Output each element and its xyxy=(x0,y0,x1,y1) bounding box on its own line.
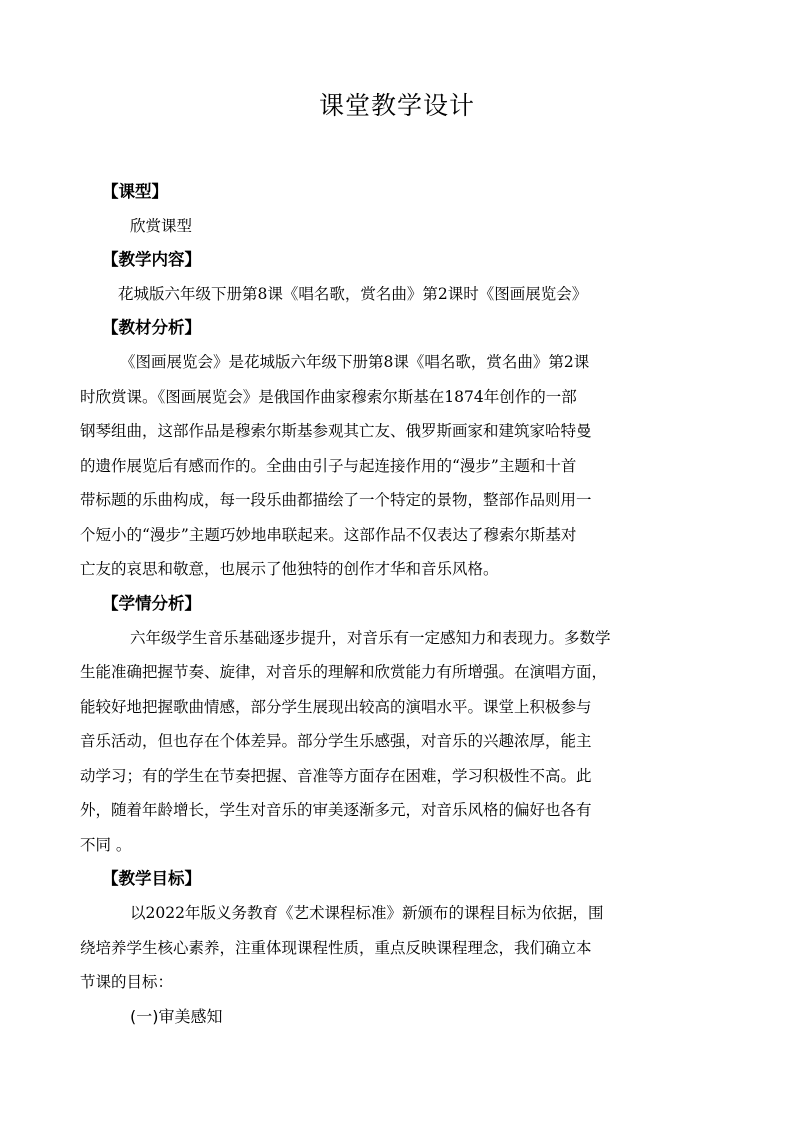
section-heading-lesson-type: 【课型】 xyxy=(102,182,168,201)
section-heading-textbook-analysis: 【教材分析】 xyxy=(102,318,201,337)
paragraph-line: 花城版六年级下册第8课《唱名歌，赏名曲》第2课时《图画展览会》 xyxy=(118,285,588,303)
paragraph-line: 六年级学生音乐基础逐步提升，对音乐有一定感知力和表现力。多数学 xyxy=(130,628,611,647)
paragraph-line: 带标题的乐曲构成，每一段乐曲都描绘了一个特定的景物，整部作品则用一 xyxy=(80,491,592,509)
section-heading-teaching-goals: 【教学目标】 xyxy=(102,869,201,888)
subsection-heading-aesthetic-perception: (一)审美感知 xyxy=(130,1006,223,1026)
paragraph-line: 《图画展览会》是花城版六年级下册第8课《唱名歌，赏名曲》第2课 xyxy=(120,353,590,371)
paragraph-line: 亡友的哀思和敬意，也展示了他独特的创作才华和音乐风格。 xyxy=(80,560,499,578)
paragraph-line: 个短小的“漫步”主题巧妙地串联起来。这部作品不仅表达了穆索尔斯基对 xyxy=(80,525,577,544)
paragraph-line: 欣赏课型 xyxy=(130,217,193,235)
paragraph-line: 外，随着年龄增长，学生对音乐的审美逐渐多元，对音乐风格的偏好也各有 xyxy=(80,801,592,819)
section-heading-teaching-content: 【教学内容】 xyxy=(102,250,201,269)
document-body xyxy=(80,175,714,1034)
page-title: 课堂教学设计 xyxy=(318,91,475,120)
paragraph-line: 绕培养学生核心素养，注重体现课程性质，重点反映课程理念，我们确立本 xyxy=(80,938,592,957)
paragraph-line: 钢琴组曲，这部作品是穆索尔斯基参观其亡友、俄罗斯画家和建筑家哈特曼 xyxy=(80,422,592,440)
paragraph-line: 以2022年版义务教育《艺术课程标准》新颁布的课程目标为依据，围 xyxy=(130,904,604,922)
paragraph-line: 动学习；有的学生在节奏把握、音准等方面存在困难，学习积极性不高。此 xyxy=(80,766,592,785)
paragraph-line: 生能准确把握节奏、旋律，对音乐的理解和欣赏能力有所增强。在演唱方面， xyxy=(80,663,608,681)
section-heading-learner-analysis: 【学情分析】 xyxy=(102,593,201,613)
paragraph-line: 节课的目标： xyxy=(80,973,174,991)
paragraph-line: 音乐活动，但也存在个体差异。部分学生乐感强，对音乐的兴趣浓厚，能主 xyxy=(80,732,592,750)
paragraph-line: 不同 。 xyxy=(80,835,132,854)
paragraph-line: 时欣赏课。《图画展览会》是俄国作曲家穆索尔斯基在1874年创作的一部 xyxy=(80,387,577,406)
paragraph-line: 的遗作展览后有感而作的。全曲由引子与起连接作用的“漫步”主题和十首 xyxy=(80,456,577,475)
paragraph-line: 能较好地把握歌曲情感，部分学生展现出较高的演唱水平。课堂上积极参与 xyxy=(80,697,592,716)
